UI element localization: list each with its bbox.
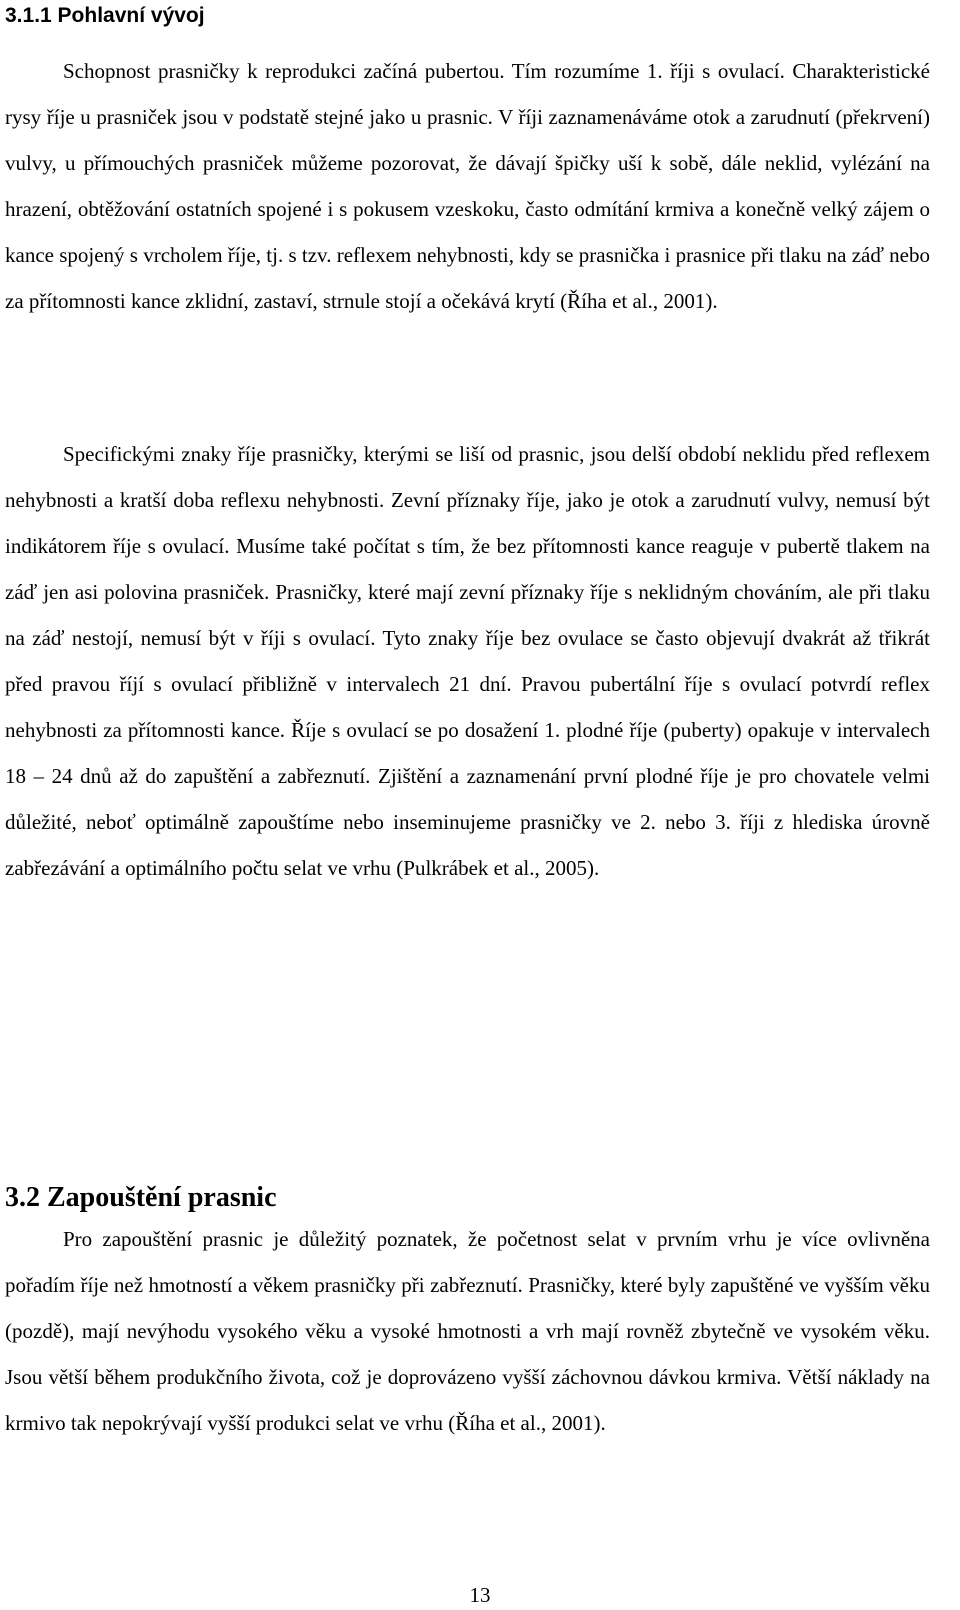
page-number: 13 [469,1583,491,1607]
section-heading-zapousteni-prasnic: 3.2 Zapouštění prasnic [5,1182,277,1213]
paragraph-puberty: Schopnost prasničky k reprodukci začíná pubertou. Tím rozumíme 1. říji s ovulací. Charakteristické rysy říje u prasniček jsou v podstatě stejné jako u prasnic. V říji zaznamenáváme otok a zarudnutí (překrvení) vulvy, u přímouchých prasniček můžeme pozorovat, že dávají špičky uší k sobě, dále neklid, vylézání na hrazení, obtěžování ostatních spojené i s pokusem vzeskoku, často odmítání krmiva a konečně velký zájem o kance spojený s vrcholem říje, tj. s tzv. reflexem nehybnosti, kdy se prasnička i prasnice při tlaku na záď nebo za přítomnosti kance zklidní, zastaví, strnule stojí a očekává krytí (Říha et al., 2001). [5,59,930,313]
paragraph-zapousteni: Pro zapouštění prasnic je důležitý poznatek, že početnost selat v prvním vrhu je více ovlivněna pořadím říje než hmotností a věkem prasničky při zabřeznutí. Prasničky, které byly zapuštěné ve vyšším věku (pozdě), mají nevýhodu vysokého věku a vysoké hmotnosti a vrh mají rovněž zbytečně ve vysokém věku. Jsou větší během produkčního života, což je doprovázeno vyšší záchovnou dávkou krmiva. Větší náklady na krmivo tak nepokrývají vyšší produkci selat ve vrhu (Říha et al., 2001). [5,1227,930,1435]
section-heading-pohlavni-vyvoj: 3.1.1 Pohlavní vývoj [5,4,205,27]
paragraph-specific-signs: Specifickými znaky říje prasničky, kterými se liší od prasnic, jsou delší období neklidu před reflexem nehybnosti a kratší doba reflexu nehybnosti. Zevní příznaky říje, jako je otok a zarudnutí vulvy, nemusí být indikátorem říje s ovulací. Musíme také počítat s tím, že bez přítomnosti kance reaguje v pubertě tlakem na záď jen asi polovina prasniček. Prasničky, které mají zevní příznaky říje s neklidným chováním, ale při tlaku na záď nestojí, nemusí být v říji s ovulací. Tyto znaky říje bez ovulace se často objevují dvakrát až třikrát před pravou říjí s ovulací přibližně v intervalech 21 dní. Pravou pubertální říje s ovulací potvrdí reflex nehybnosti za přítomnosti kance. Říje s ovulací se po dosažení 1. plodné říje (puberty) opakuje v intervalech 18 – 24 dnů až do zapuštění a zabřeznutí. Zjištění a zaznamenání první plodné říje je pro chovatele velmi důležité, neboť optimálně zapouštíme nebo inseminujeme prasničky ve 2. nebo 3. říji z hlediska úrovně zabřezávání a optimálního počtu selat ve vrhu (Pulkrábek et al., 2005). [5,442,930,880]
